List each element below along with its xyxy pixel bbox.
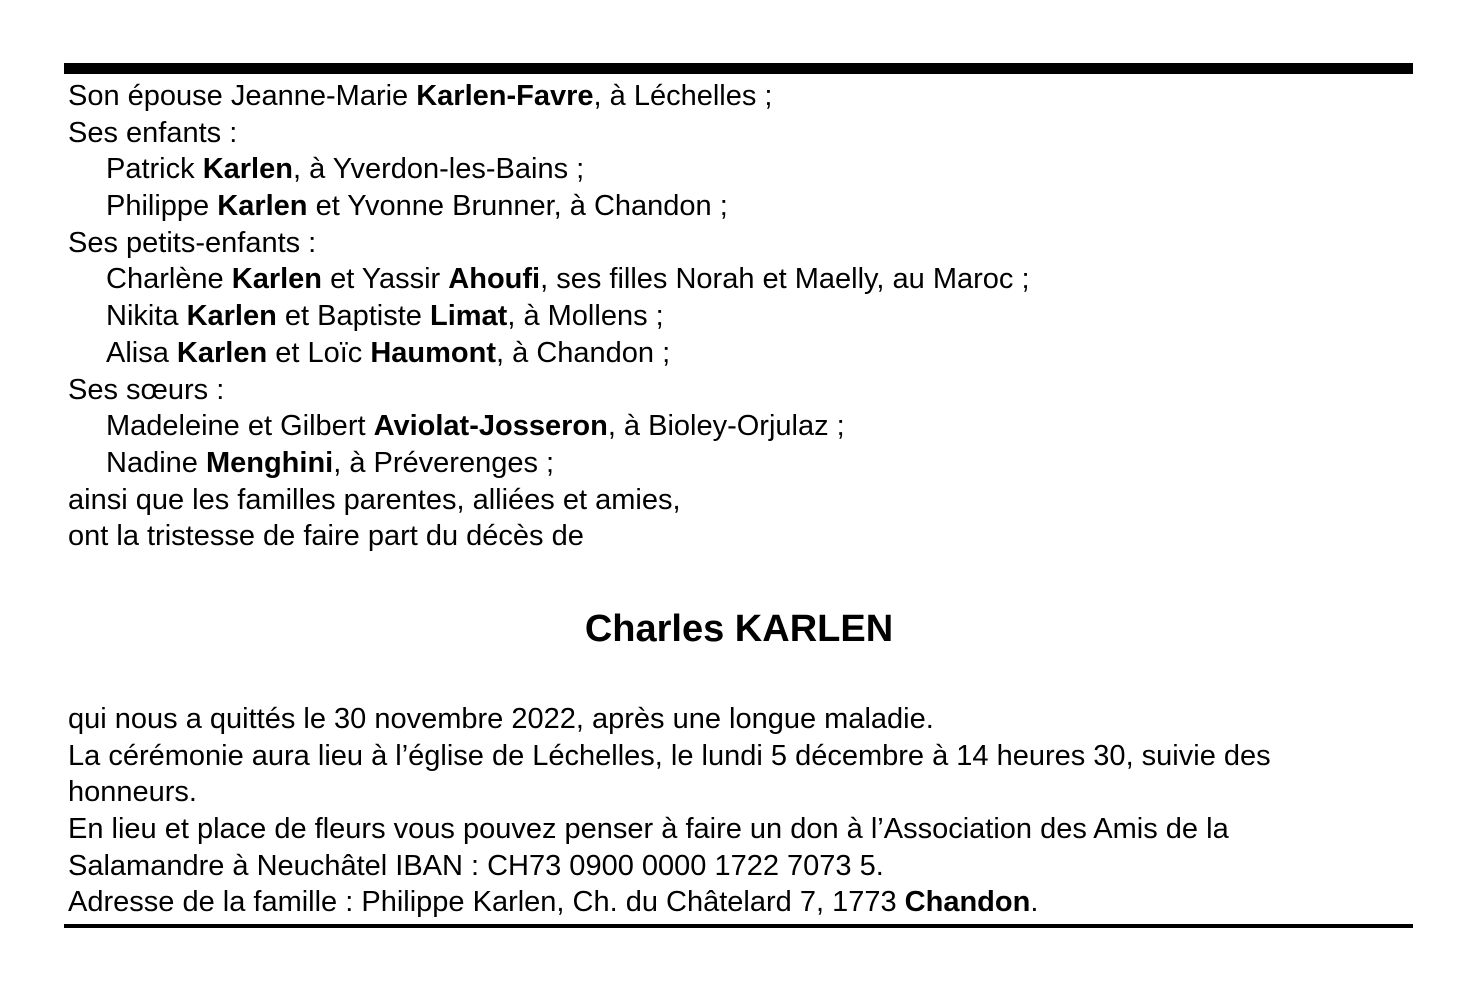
line-text: Son épouse Jeanne-Marie [68, 80, 417, 112]
line-text: , à Préverenges ; [333, 446, 555, 479]
line-text: , à Mollens ; [507, 300, 664, 333]
surname-text: Karlen [202, 153, 293, 186]
surname-text: Karlen [217, 190, 308, 223]
text-line [68, 115, 1413, 152]
text-line [68, 884, 1413, 921]
surname-text: Chandon [904, 886, 1031, 919]
line-text: La cérémonie aura lieu à l’église de Léchelles, le lundi 5 décembre à 14 heures 30, suivie des [68, 739, 1271, 772]
text-line [68, 811, 1413, 848]
text-line [68, 261, 1413, 298]
line-text: et Yassir [322, 263, 449, 296]
text-line [68, 151, 1413, 188]
line-text: , à Chandon ; [496, 336, 671, 369]
surname-text: Menghini [205, 446, 334, 479]
text-line [68, 408, 1413, 445]
deceased-name: Charles KARLEN [584, 608, 894, 650]
surname-text: Karlen [186, 300, 277, 333]
bottom-rule [64, 924, 1413, 928]
line-text: Ses sœurs : [68, 373, 225, 406]
surname-text: Karlen [176, 336, 268, 369]
text-line [68, 372, 1413, 409]
text-line [68, 774, 1413, 811]
line-text: ainsi que les familles parentes, alliées et amies, [68, 483, 681, 516]
surname-text: Karlen [231, 263, 323, 296]
line-text: et Baptiste [276, 300, 430, 333]
surname-text: Limat [430, 300, 508, 333]
line-text: Salamandre à Neuchâtel IBAN : CH73 0900 0000 1722 7073 5. [68, 849, 884, 882]
text-line [68, 701, 1413, 738]
line-text: Alisa [106, 336, 177, 369]
surname-text: Aviolat-Josseron [373, 410, 608, 443]
top-rule [64, 63, 1413, 74]
announcement-text [68, 701, 1413, 921]
line-text: ont la tristesse de faire part du décès de [68, 520, 584, 553]
line-text: et Loïc [267, 336, 371, 369]
text-line [68, 518, 1413, 555]
surname-text: Ahoufi [448, 263, 541, 296]
line-text: . [1030, 886, 1039, 919]
line-text: Philippe [106, 190, 218, 223]
line-text: Madeleine et Gilbert [106, 410, 374, 443]
text-line [68, 188, 1413, 225]
text-line [68, 848, 1413, 885]
line-text: qui nous a quittés le 30 novembre 2022, après une longue maladie. [68, 703, 934, 735]
line-text: Charlène [106, 263, 232, 296]
text-line [68, 298, 1413, 335]
text-line [68, 335, 1413, 372]
line-text: , ses filles Norah et Maelly, au Maroc ; [540, 263, 1030, 296]
line-text: Ses enfants : [68, 116, 238, 149]
text-line [68, 78, 1413, 115]
line-text: En lieu et place de fleurs vous pouvez penser à faire un don à l’Association des Amis de la [68, 813, 1229, 846]
surname-text: Karlen-Favre [416, 80, 594, 112]
line-text: Ses petits-enfants : [68, 226, 317, 259]
line-text: Nikita [106, 300, 187, 333]
text-line [68, 445, 1413, 482]
text-line [68, 738, 1413, 775]
line-text: Adresse de la famille : Philippe Karlen, Ch. du Châtelard 7, 1773 [68, 886, 905, 919]
text-line [68, 482, 1413, 519]
line-text: , à Léchelles ; [593, 80, 773, 112]
surname-text: Haumont [370, 336, 497, 369]
line-text: Nadine [106, 446, 206, 479]
line-text: , à Bioley-Orjulaz ; [607, 410, 845, 443]
line-text: , à Yverdon-les-Bains ; [292, 153, 585, 186]
line-text: honneurs. [68, 776, 197, 809]
text-line [68, 225, 1413, 262]
line-text: et Yvonne Brunner, à Chandon ; [307, 190, 728, 223]
family-list [68, 78, 1413, 555]
line-text: Patrick [106, 153, 203, 186]
